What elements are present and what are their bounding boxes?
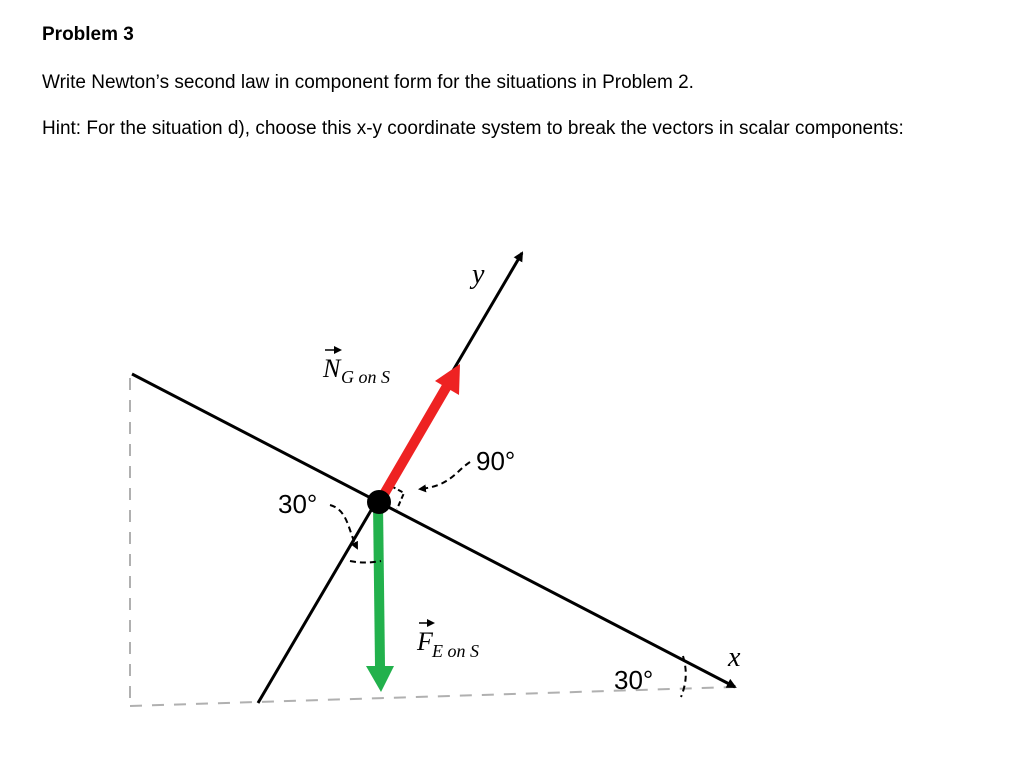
- gravity-force-head: [366, 666, 394, 692]
- normal-force-subscript: G on S: [341, 367, 390, 387]
- problem-statement: Write Newton’s second law in component form for the situations in Problem 2.: [42, 72, 694, 93]
- gravity-force-symbol: F: [417, 627, 433, 656]
- incline-angle-label: 30°: [614, 665, 654, 695]
- x-axis-label: x: [728, 642, 741, 673]
- normal-force-label: [322, 350, 390, 387]
- gravity-force-label: [416, 623, 479, 661]
- gravity-force-shaft: [378, 503, 380, 666]
- right-angle-pointer-arc: [420, 462, 470, 489]
- problem-title: Problem 3: [42, 24, 134, 45]
- object-dot: [367, 490, 391, 514]
- hint-text: Hint: For the situation d), choose this x-y coordinate system to break the vectors in scalar components:: [42, 118, 904, 139]
- right-angle-marker: [391, 486, 404, 509]
- normal-force-symbol: N: [323, 354, 341, 383]
- right-angle-label: 90°: [476, 446, 516, 476]
- left-angle-label: 30°: [278, 489, 318, 519]
- y-axis-label: y: [472, 259, 485, 290]
- gravity-force-subscript: E on S: [432, 641, 479, 661]
- normal-force-shaft: [380, 386, 447, 501]
